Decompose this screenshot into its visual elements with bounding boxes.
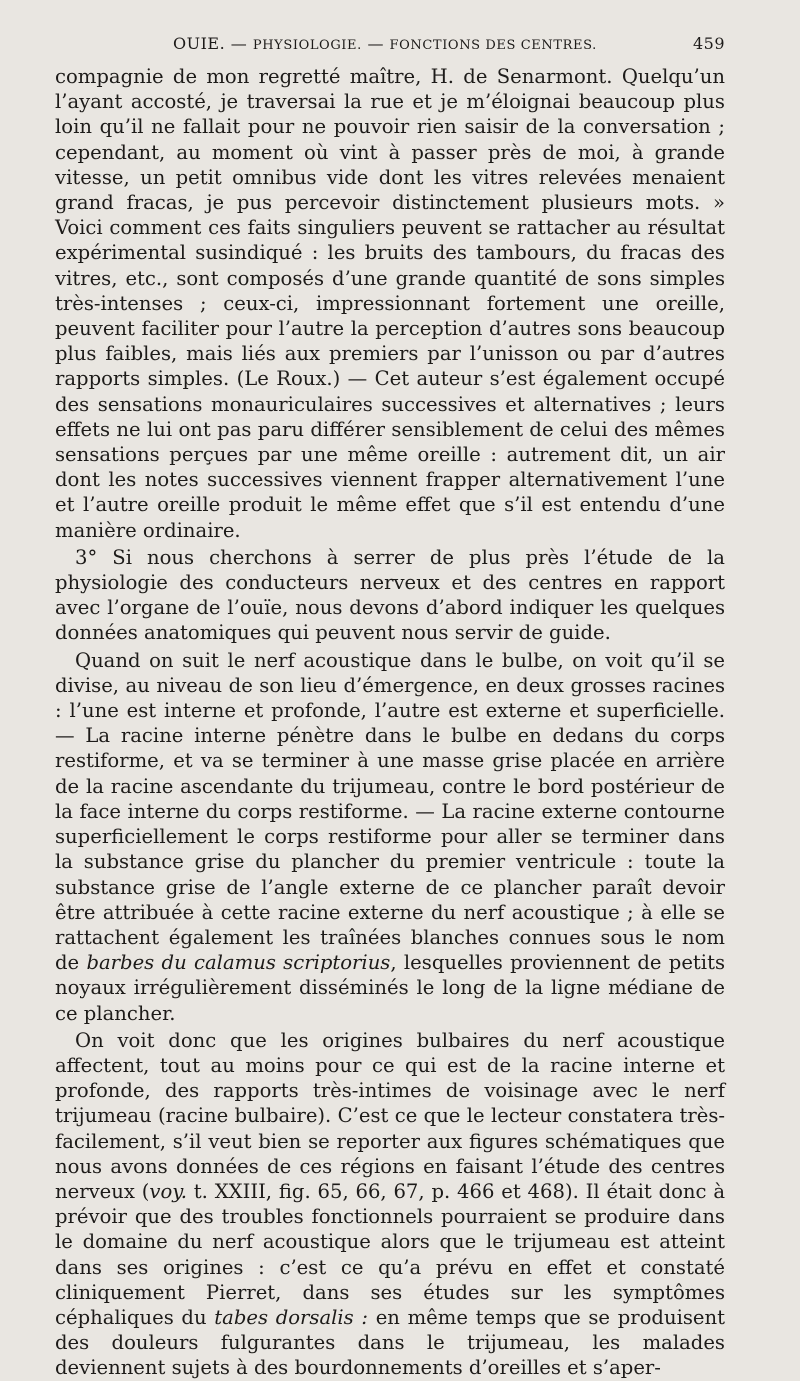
running-header [55, 34, 725, 60]
running-title-ouie: OUIE. [173, 34, 226, 53]
text-run: en même temps que se produisent des douleurs fulgurantes dans le trijumeau, les malades deviennent sujets à des bourdonnements d’oreilles et s’aper- [55, 1305, 725, 1380]
text-run: t. XXIII, fig. 65, 66, 67, p. 466 et 468). Il était donc à prévoir que des troubles fonctionnels pourraient se produire dans le domaine du nerf acoustique alors que le trijumeau est atteint dans ses origines : c’est ce qu’a prévu en effet et constaté cliniquement Pierret, dans ses études sur les symptômes céphaliques du [55, 1179, 725, 1329]
italic-term-tabes: tabes dorsalis : [214, 1305, 369, 1329]
text-run: On voit donc que les origines bulbaires du nerf acoustique affectent, tout au moins pour ce qui est de la racine interne et profonde, des rapports très-intimes de voisinage avec le nerf trijumeau (racine bulbaire). C’est ce que le lecteur constatera très-facilement, s’il veut bien se reporter aux figures schématiques que nous avons données de ces régions en faisant l’étude des centres nerveux ( [55, 1028, 725, 1203]
running-title-fonctions: FONCTIONS DES CENTRES. [389, 38, 597, 53]
paragraph-section-3: 3° Si nous cherchons à serrer de plus près l’étude de la physiologie des conducteurs nerveux et des centres en rapport avec l’organe de l’ouïe, nous devons d’abord indiquer les quelques données anatomiques qui peuvent nous servir de guide. [55, 545, 725, 645]
running-title [173, 34, 597, 53]
text-run: Quand on suit le nerf acoustique dans le bulbe, on voit qu’il se divise, au niveau de son lieu d’émergence, en deux grosses racines : l’une est interne et profonde, l’autre est externe et superficielle. — La racine interne pénètre dans le bulbe en dedans du corps restiforme, et va se terminer à une masse grise placée en arrière de la racine ascendante du trijumeau, contre le bord postérieur de la face interne du corps restiforme. — La racine externe contourne superficiellement le corps restiforme pour aller se terminer dans la substance grise du plancher du premier ventricule : toute la substance grise de l’angle externe de ce plancher paraît devoir être attribuée à cette racine externe du nerf acoustique ; à elle se rattachent également les traînées blanches connues sous le nom de [55, 648, 725, 975]
running-title-separator: — [361, 34, 390, 53]
page-body [55, 64, 725, 1381]
paragraph-acoustic-roots [55, 648, 725, 1026]
paragraph-trigeminal-relations [55, 1028, 725, 1381]
italic-term-barbes: barbes du calamus scriptorius [86, 951, 391, 975]
text-run: , lesquelles proviennent de petits noyaux irrégulièrement disséminés le long de la ligne médiane de ce plancher. [55, 951, 726, 1025]
running-title-separator: — [225, 34, 253, 53]
italic-voy: voy. [149, 1179, 187, 1203]
page-number: 459 [692, 34, 725, 53]
running-title-physiologie: PHYSIOLOGIE. [252, 38, 362, 53]
paragraph-continuation: compagnie de mon regretté maître, H. de Senarmont. Quelqu’un l’ayant accosté, je traversai la rue et je m’éloignai beaucoup plus loin qu’il ne fallait pour ne pouvoir rien saisir de la conversation ; cependant, au moment où vint à passer près de moi, à grande vitesse, un petit omnibus vide dont les vitres relevées menaient grand fracas, je pus percevoir distinctement plusieurs mots. » Voici comment ces faits singuliers peuvent se rattacher au résultat expérimental susindiqué : les bruits des tambours, du fracas des vitres, etc., sont composés d’une grande quantité de sons simples très-intenses ; ceux-ci, impressionnant fortement une oreille, peuvent faciliter pour l’autre la perception d’autres sons beaucoup plus faibles, mais liés aux premiers par l’unisson ou par d’autres rapports simples. (Le Roux.) — Cet auteur s’est également occupé des sensations monauriculaires successives et alternatives ; leurs effets ne lui ont pas paru différer sensiblement de celui des mêmes sensations perçues par une même oreille : autrement dit, un air dont les notes successives viennent frapper alternativement l’une et l’autre oreille produit le même effet que s’il est entendu d’une manière ordinaire. [55, 65, 725, 542]
